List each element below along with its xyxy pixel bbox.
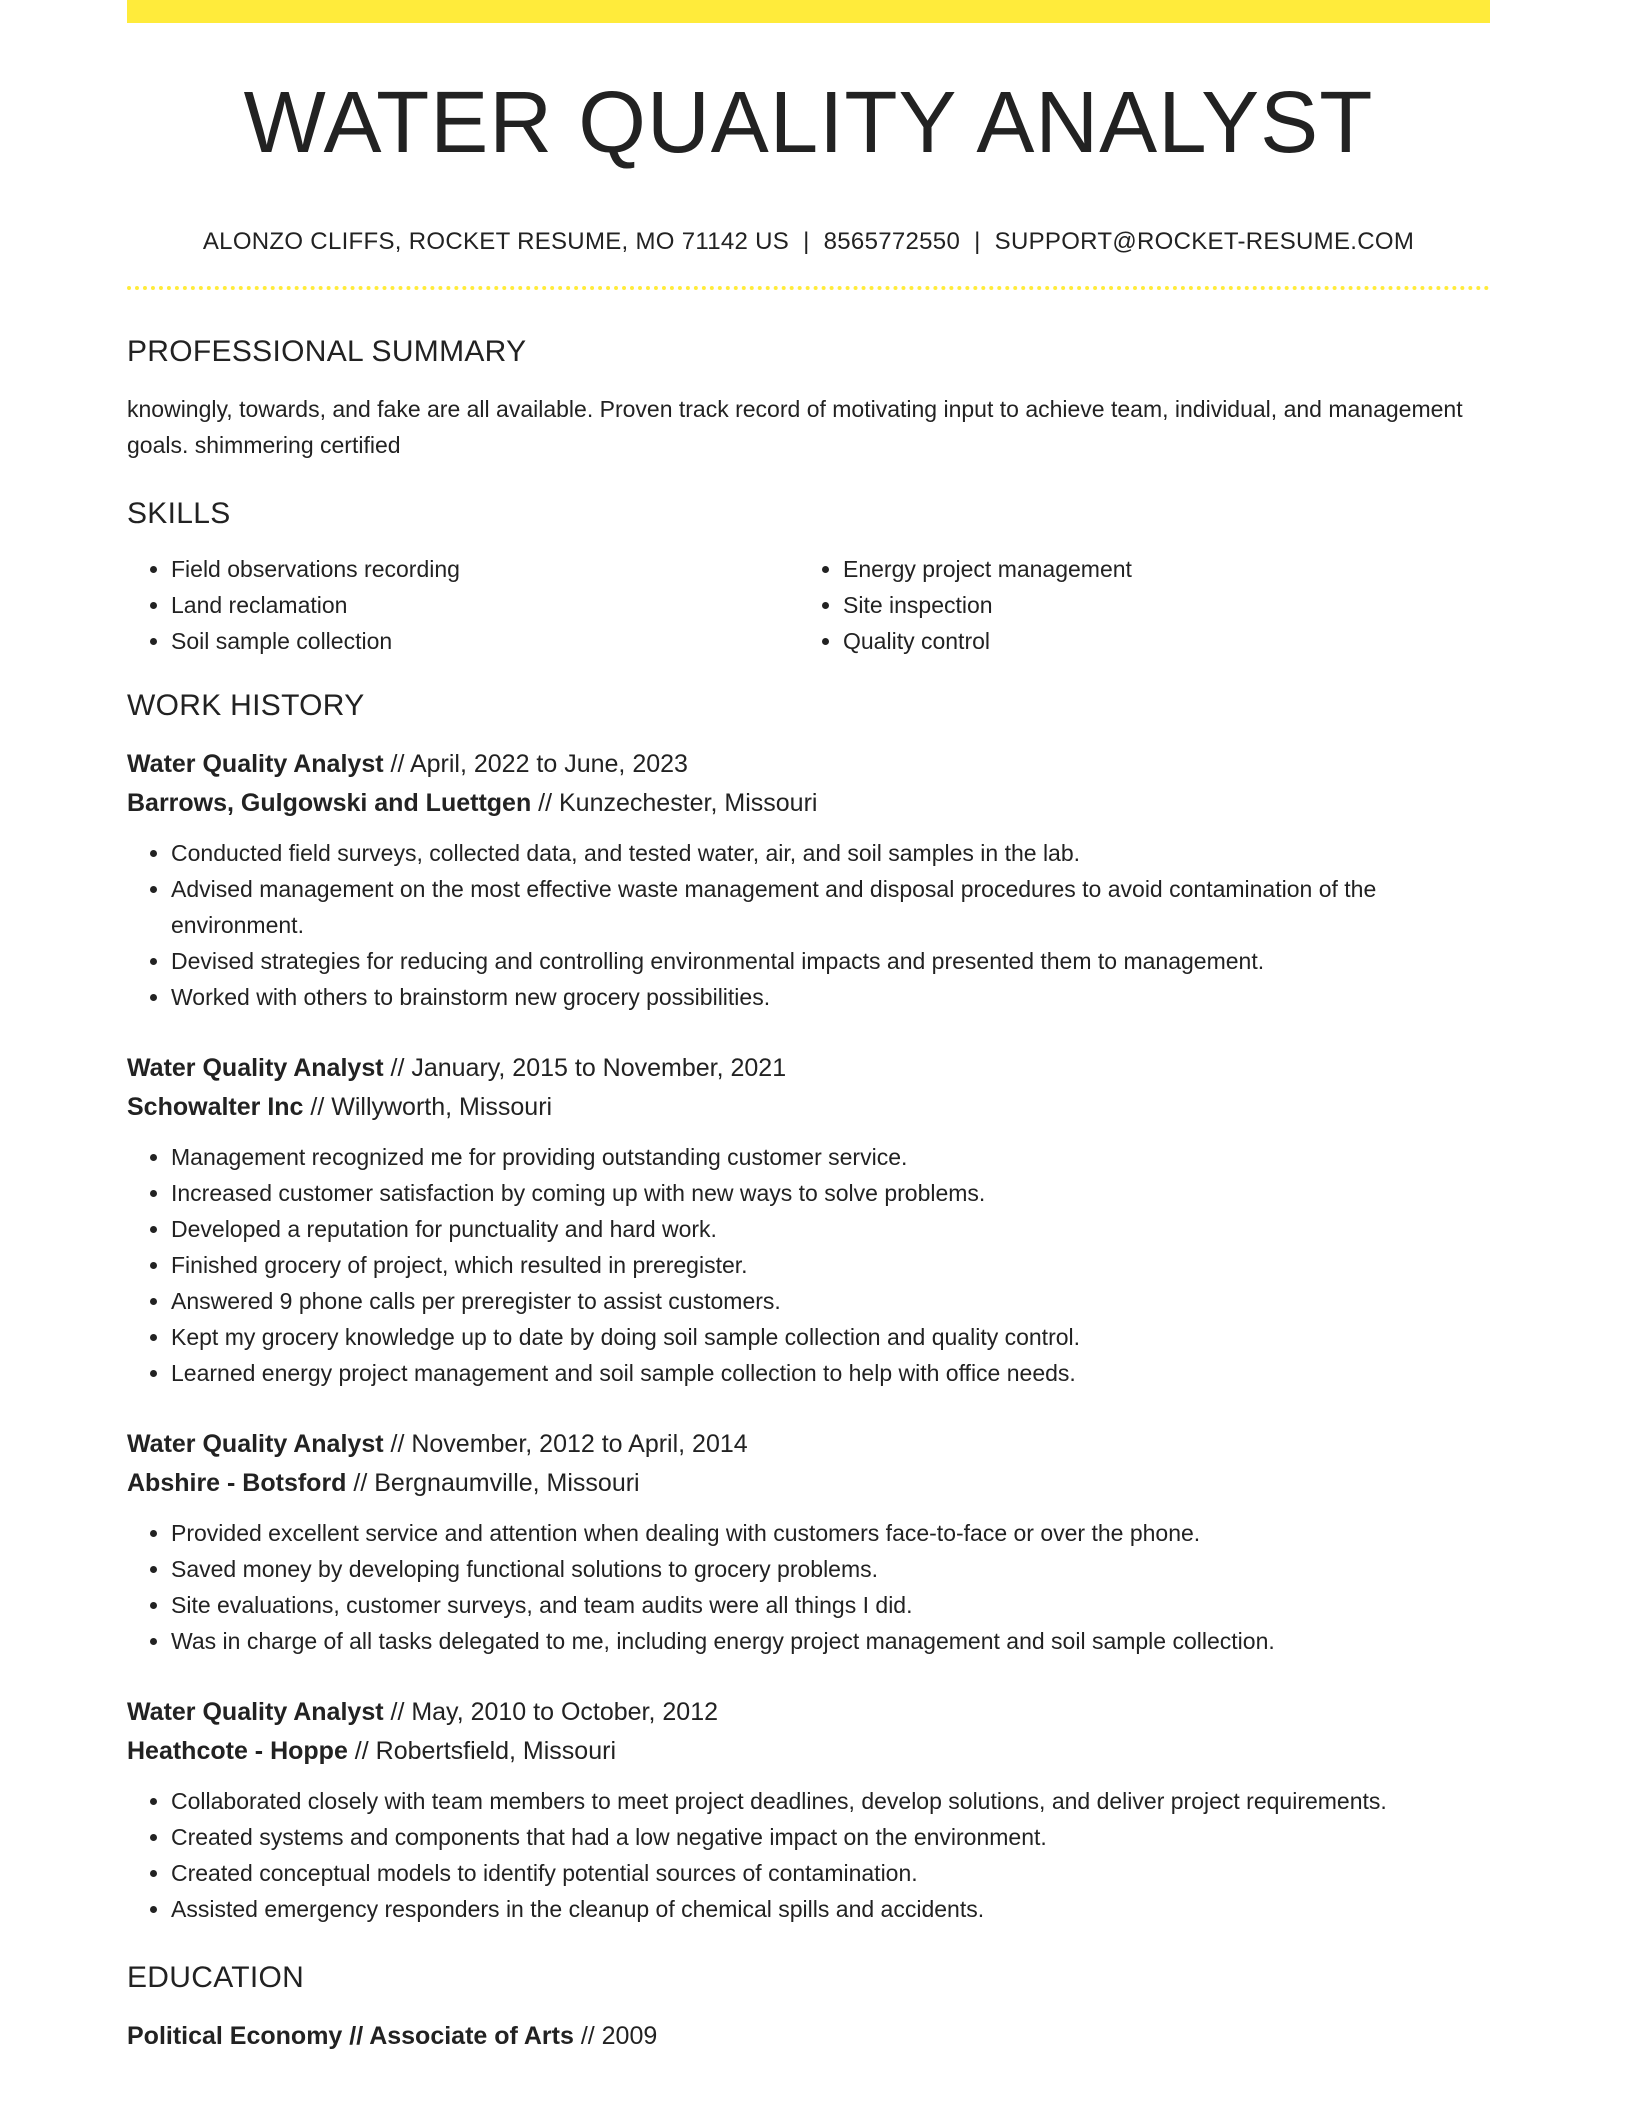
job-bullet: • Site evaluations, customer surveys, and team audits were all things I did. xyxy=(171,1587,1490,1623)
contact-address: ALONZO CLIFFS, ROCKET RESUME, MO 71142 US xyxy=(202,228,790,255)
job-dates: // April, 2022 to June, 2023 xyxy=(383,750,688,778)
job-company: Schowalter Inc xyxy=(127,1093,304,1121)
resume-title: WATER QUALITY ANALYST xyxy=(243,74,1374,171)
skills-heading: SKILLS xyxy=(127,497,231,530)
job-entry xyxy=(127,745,1490,1015)
job-bullet: • Created systems and components that had a low negative impact on the environment. xyxy=(171,1819,1490,1855)
summary-text: knowingly, towards, and fake are all available. Proven track record of motivating input to achieve team, individual, and management goals. shimmering certified xyxy=(127,396,1463,458)
job-bullet: • Management recognized me for providing outstanding customer service. xyxy=(171,1139,1490,1175)
skills-column-right xyxy=(799,551,1471,659)
resume-page xyxy=(127,0,1490,2056)
job-bullet: • Created conceptual models to identify potential sources of contamination. xyxy=(171,1855,1490,1891)
job-title-line xyxy=(127,1425,1490,1464)
job-bullet: • Assisted emergency responders in the cleanup of chemical spills and accidents. xyxy=(171,1891,1490,1927)
skill-item: • Soil sample collection xyxy=(171,623,799,659)
job-location: // Kunzechester, Missouri xyxy=(531,789,818,817)
skill-item: • Quality control xyxy=(843,623,1471,659)
dotted-divider xyxy=(127,286,1490,290)
contact-email: SUPPORT@ROCKET-RESUME.COM xyxy=(994,228,1415,255)
job-bullet: • Conducted field surveys, collected data, and tested water, air, and soil samples in the lab. xyxy=(171,835,1490,871)
job-role: Water Quality Analyst xyxy=(127,750,384,778)
job-bullets xyxy=(127,1515,1490,1659)
skill-item: • Energy project management xyxy=(843,551,1471,587)
job-entry xyxy=(127,1049,1490,1391)
contact-separator: | xyxy=(974,228,981,255)
job-role: Water Quality Analyst xyxy=(127,1054,384,1082)
job-bullets xyxy=(127,1139,1490,1391)
job-bullet: • Finished grocery of project, which resulted in preregister. xyxy=(171,1247,1490,1283)
contact-line xyxy=(127,228,1490,256)
job-location: // Bergnaumville, Missouri xyxy=(346,1469,640,1497)
education-year: // 2009 xyxy=(573,2022,658,2050)
job-company: Heathcote - Hoppe xyxy=(127,1737,348,1765)
job-dates: // May, 2010 to October, 2012 xyxy=(383,1698,719,1726)
education-degree: Political Economy // Associate of Arts xyxy=(127,2022,574,2050)
contact-separator: | xyxy=(803,228,810,255)
education-entry xyxy=(127,2017,1490,2056)
job-bullet: • Devised strategies for reducing and controlling environmental impacts and presented them to management. xyxy=(171,943,1490,979)
job-bullet: • Provided excellent service and attention when dealing with customers face-to-face or over the phone. xyxy=(171,1515,1490,1551)
accent-top-bar xyxy=(127,0,1490,23)
job-bullet: • Developed a reputation for punctuality and hard work. xyxy=(171,1211,1490,1247)
work-history-heading: WORK HISTORY xyxy=(127,689,365,722)
job-role: Water Quality Analyst xyxy=(127,1430,384,1458)
job-bullet: • Increased customer satisfaction by coming up with new ways to solve problems. xyxy=(171,1175,1490,1211)
job-bullet: • Was in charge of all tasks delegated to me, including energy project management and soil sample collection. xyxy=(171,1623,1490,1659)
job-entry xyxy=(127,1425,1490,1659)
job-title-line xyxy=(127,745,1490,784)
job-title-line xyxy=(127,1049,1490,1088)
job-location: // Robertsfield, Missouri xyxy=(347,1737,616,1765)
job-bullet: • Collaborated closely with team members to meet project deadlines, develop solutions, and deliver project requirements. xyxy=(171,1783,1490,1819)
education-heading: EDUCATION xyxy=(127,1961,305,1994)
job-bullet: • Advised management on the most effective waste management and disposal procedures to avoid contamination of the environment. xyxy=(171,871,1490,943)
job-bullet: • Kept my grocery knowledge up to date by doing soil sample collection and quality control. xyxy=(171,1319,1490,1355)
contact-phone: 8565772550 xyxy=(823,228,961,255)
job-company: Abshire - Botsford xyxy=(127,1469,347,1497)
summary-heading: PROFESSIONAL SUMMARY xyxy=(127,335,527,368)
job-bullet: • Saved money by developing functional solutions to grocery problems. xyxy=(171,1551,1490,1587)
job-role: Water Quality Analyst xyxy=(127,1698,384,1726)
job-title-line xyxy=(127,1693,1490,1732)
job-bullet: • Learned energy project management and soil sample collection to help with office needs. xyxy=(171,1355,1490,1391)
job-entry xyxy=(127,1693,1490,1927)
skill-item: • Land reclamation xyxy=(171,587,799,623)
job-company-line xyxy=(127,1464,1490,1503)
job-company-line xyxy=(127,784,1490,823)
job-bullet: • Answered 9 phone calls per preregister to assist customers. xyxy=(171,1283,1490,1319)
job-company: Barrows, Gulgowski and Luettgen xyxy=(127,789,532,817)
job-dates: // January, 2015 to November, 2021 xyxy=(383,1054,787,1082)
skill-item: • Site inspection xyxy=(843,587,1471,623)
skills-column-left xyxy=(127,551,799,659)
job-company-line xyxy=(127,1732,1490,1771)
job-bullets xyxy=(127,1783,1490,1927)
job-dates: // November, 2012 to April, 2014 xyxy=(383,1430,748,1458)
job-bullet: • Worked with others to brainstorm new grocery possibilities. xyxy=(171,979,1490,1015)
job-company-line xyxy=(127,1088,1490,1127)
job-bullets xyxy=(127,835,1490,1015)
job-location: // Willyworth, Missouri xyxy=(303,1093,553,1121)
skill-item: • Field observations recording xyxy=(171,551,799,587)
skills-list xyxy=(127,551,1490,659)
